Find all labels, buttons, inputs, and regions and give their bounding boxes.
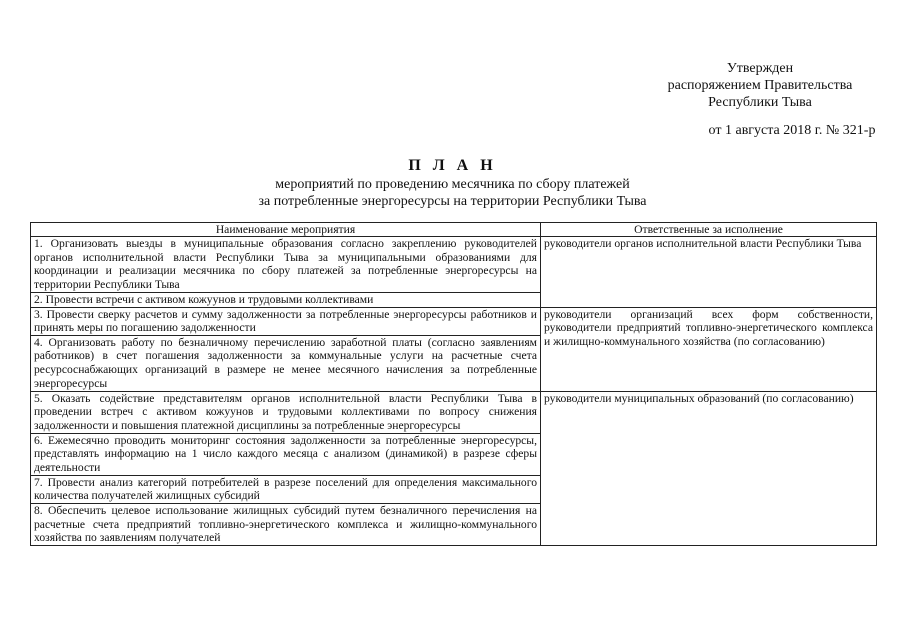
- responsible-cell-1: руководители органов исполнительной власти Республики Тыва: [541, 237, 877, 308]
- responsible-cell-3: руководители муниципальных образований (по согласованию): [541, 391, 877, 545]
- document-title: [0, 156, 905, 210]
- responsible-cell-2: руководители организаций всех форм собственности, руководители предприятий топливно-энергетического комплекса и жилищно-коммунального хозяйства (по согласованию): [541, 307, 877, 391]
- activity-cell-5: 5. Оказать содействие представителям органов исполнительной власти Республики Тыва в проведении встреч с активом кожуунов и трудовыми коллективами по вопросу снижения задолженности и повышения платежной дисциплины за потребленные энергоресурсы: [31, 391, 541, 433]
- plan-subtitle-line2: за потребленные энергоресурсы на территории Республики Тыва: [258, 194, 647, 209]
- activity-cell-1: 1. Организовать выезды в муниципальные образования согласно закреплению руководителей органов исполнительной власти Республики Тыва за муниципальными образованиями для координации и реализации месячника по сбору платежей за потребленные энергоресурсы на территории Республики Тыва: [31, 237, 541, 293]
- approval-line-approved: Утвержден: [726, 61, 794, 76]
- table-header-row: [31, 223, 877, 237]
- approval-date: от 1 августа 2018 г. № 321-р: [708, 123, 876, 138]
- activity-cell-2: 2. Провести встречи с активом кожуунов и трудовыми коллективами: [31, 293, 541, 308]
- activity-cell-8: 8. Обеспечить целевое использование жилищных субсидий путем безналичного перечисления на расчетные счета предприятий топливно-энергетического комплекса и жилищно-коммунального хозяйства по заявлениям получателей: [31, 503, 541, 545]
- approval-stamp: [640, 60, 880, 138]
- header-activity: Наименование мероприятия: [31, 223, 541, 237]
- activity-cell-4: 4. Организовать работу по безналичному перечислению заработной платы (согласно заявлениям работников) в счет погашения задолженности за коммунальные услуги на расчетные счета ресурсоснабжающих организаций в размере не менее месячного начисления за потребленные энергоресурсы: [31, 335, 541, 391]
- table-row: [31, 307, 877, 335]
- header-responsible: Ответственные за исполнение: [541, 223, 877, 237]
- activity-cell-3: 3. Провести сверку расчетов и сумму задолженности за потребленные энергоресурсы работников и принять меры по погашению задолженности: [31, 307, 541, 335]
- plan-heading: П Л А Н: [408, 157, 497, 174]
- plan-table: [30, 222, 877, 546]
- activity-cell-6: 6. Ежемесячно проводить мониторинг состояния задолженности за потребленные энергоресурсы, представлять информацию на 1 число каждого месяца с анализом (динамикой) в разрезе сферы деятельности: [31, 433, 541, 475]
- approval-line-by-order: распоряжением Правительства: [667, 78, 853, 93]
- approval-line-republic: Республики Тыва: [708, 95, 812, 110]
- activity-cell-7: 7. Провести анализ категорий потребителей в разрезе поселений для определения максимального количества получателей жилищных субсидий: [31, 475, 541, 503]
- table-row: [31, 237, 877, 293]
- table-row: [31, 391, 877, 433]
- plan-subtitle-line1: мероприятий по проведению месячника по сбору платежей: [275, 177, 630, 192]
